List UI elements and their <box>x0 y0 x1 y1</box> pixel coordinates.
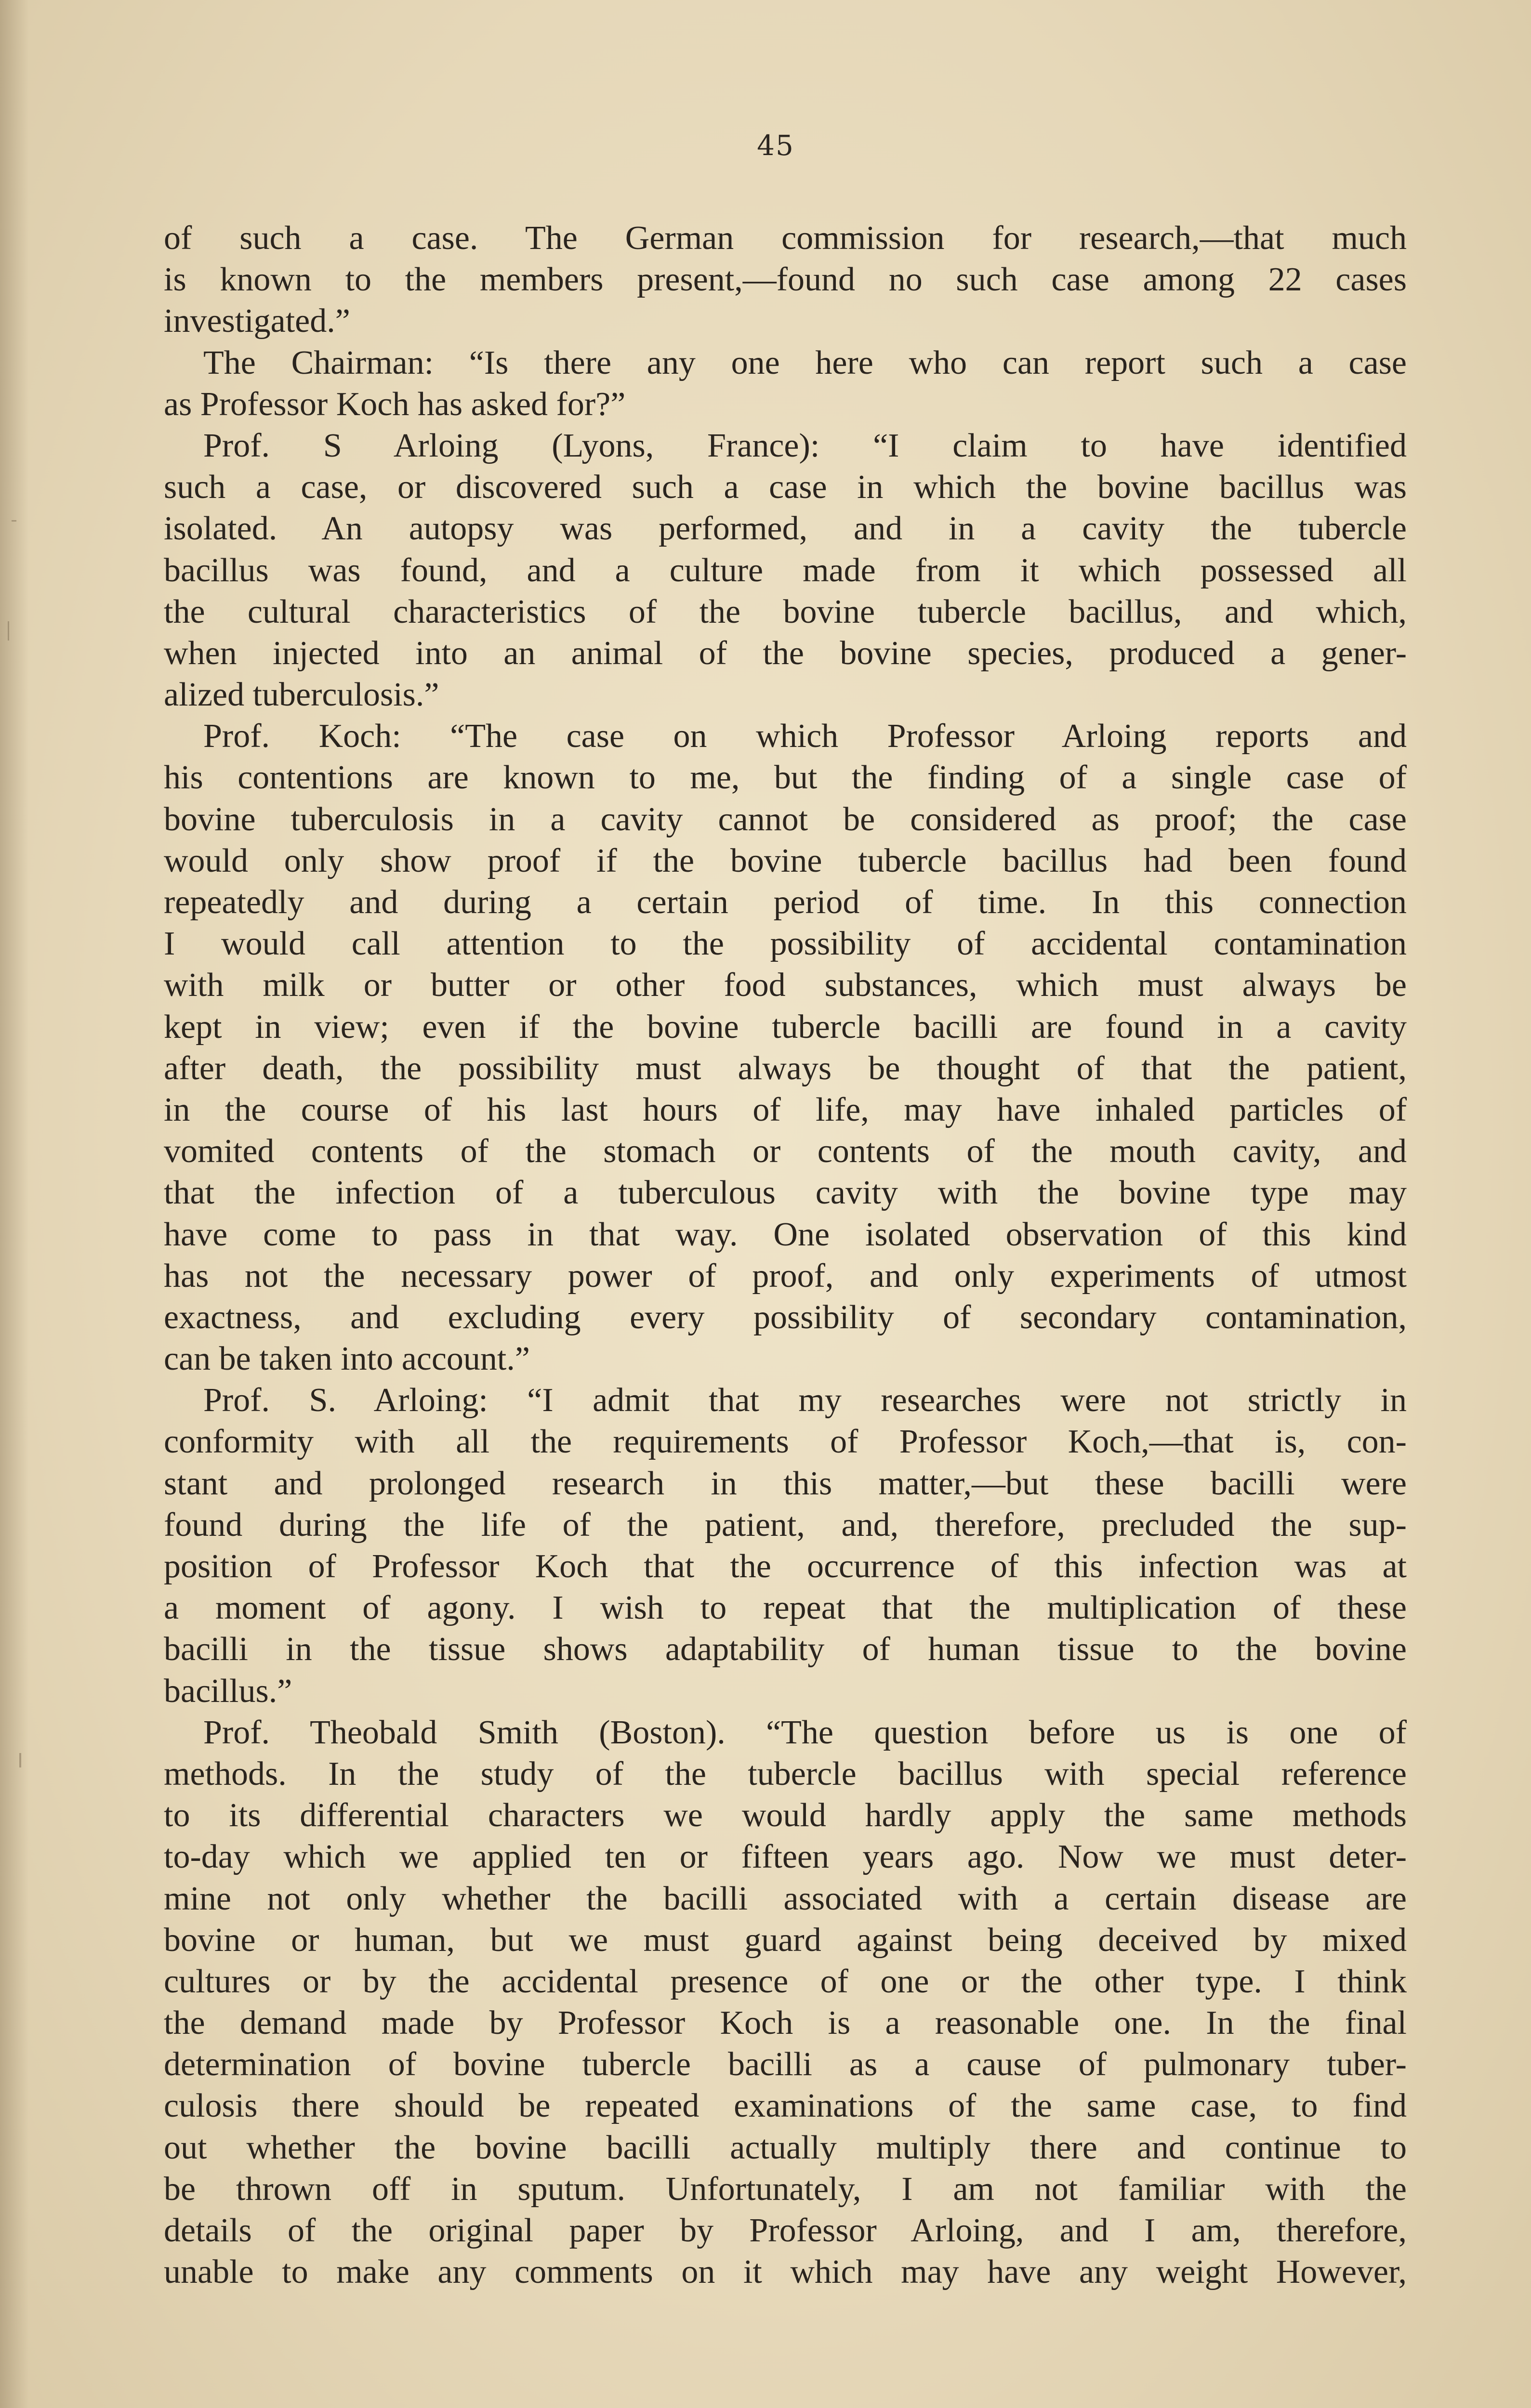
text-line: bovine or human, but we must guard against being deceived by mixed <box>164 1921 1407 1959</box>
text-line: Prof. Koch: “The case on which Professor Arloing reports and <box>203 718 1407 755</box>
text-line: is known to the members present,—found no such case among 22 cases <box>164 261 1407 299</box>
text-line: bacilli in the tissue shows adaptability of human tissue to the bovine <box>164 1631 1407 1668</box>
text-line: to its differential characters we would hardly apply the same methods <box>164 1797 1407 1834</box>
text-line: methods. In the study of the tubercle bacillus with special reference <box>164 1755 1407 1793</box>
text-line: stant and prolonged research in this matter,—but these bacilli were <box>164 1465 1407 1502</box>
text-line: cultures or by the accidental presence of one or the other type. I think <box>164 1963 1407 2000</box>
text-line: have come to pass in that way. One isolated observation of this kind <box>164 1216 1407 1253</box>
text-line: of such a case. The German commission for research,—that much <box>164 220 1407 257</box>
text-line: unable to make any comments on it which may have any weight However, <box>164 2253 1407 2291</box>
text-line: investigated.” <box>164 302 350 340</box>
text-line: bacillus.” <box>164 1672 292 1710</box>
text-line: vomited contents of the stomach or contents of the mouth cavity, and <box>164 1133 1407 1170</box>
text-line: The Chairman: “Is there any one here who can report such a case <box>203 344 1407 381</box>
margin-mark <box>12 520 16 522</box>
page-number: 45 <box>757 129 794 162</box>
text-line: repeatedly and during a certain period of time. In this connection <box>164 884 1407 921</box>
text-line: out whether the bovine bacilli actually multiply there and continue to <box>164 2129 1407 2166</box>
text-line: would only show proof if the bovine tubercle bacillus had been found <box>164 842 1407 879</box>
binding-shadow <box>0 0 29 2408</box>
text-line: after death, the possibility must always be thought of that the patient, <box>164 1049 1407 1087</box>
text-line: bacillus was found, and a culture made from it which possessed all <box>164 551 1407 589</box>
text-line: a moment of agony. I wish to repeat that the multiplication of these <box>164 1589 1407 1627</box>
text-line: the cultural characteristics of the bovine tubercle bacillus, and which, <box>164 593 1407 630</box>
text-line: has not the necessary power of proof, and only experiments of utmost <box>164 1257 1407 1295</box>
text-line: mine not only whether the bacilli associated with a certain disease are <box>164 1880 1407 1917</box>
margin-mark <box>19 1753 21 1767</box>
text-line: Prof. Theobald Smith (Boston). “The question before us is one of <box>203 1714 1407 1751</box>
text-line: with milk or butter or other food substances, which must always be <box>164 967 1407 1004</box>
text-line: exactness, and excluding every possibility of secondary contamination, <box>164 1298 1407 1336</box>
text-line: such a case, or discovered such a case in which the bovine bacillus was <box>164 469 1407 506</box>
text-line: can be taken into account.” <box>164 1340 530 1378</box>
text-line: bovine tuberculosis in a cavity cannot be considered as proof; the case <box>164 800 1407 838</box>
text-line: I would call attention to the possibility of accidental contamination <box>164 925 1407 963</box>
text-line: be thrown off in sputum. Unfortunately, I am not familiar with the <box>164 2170 1407 2208</box>
text-line: culosis there should be repeated examinations of the same case, to find <box>164 2087 1407 2125</box>
text-line: that the infection of a tuberculous cavity with the bovine type may <box>164 1174 1407 1212</box>
text-line: the demand made by Professor Koch is a reasonable one. In the final <box>164 2004 1407 2042</box>
text-line: Prof. S. Arloing: “I admit that my researches were not strictly in <box>203 1382 1407 1419</box>
text-line: conformity with all the requirements of Professor Koch,—that is, con- <box>164 1423 1407 1461</box>
text-line: details of the original paper by Professor Arloing, and I am, therefore, <box>164 2212 1407 2249</box>
margin-mark <box>8 621 9 641</box>
text-line: found during the life of the patient, and, therefore, precluded the sup- <box>164 1506 1407 1544</box>
text-line: alized tuberculosis.” <box>164 676 439 714</box>
text-line: as Professor Koch has asked for?” <box>164 385 626 423</box>
text-line: in the course of his last hours of life, may have inhaled particles of <box>164 1091 1407 1128</box>
text-line: determination of bovine tubercle bacilli as a cause of pulmonary tuber- <box>164 2046 1407 2083</box>
text-line: position of Professor Koch that the occurrence of this infection was at <box>164 1548 1407 1585</box>
text-line: Prof. S Arloing (Lyons, France): “I claim to have identified <box>203 427 1407 464</box>
text-line: isolated. An autopsy was performed, and in a cavity the tubercle <box>164 510 1407 548</box>
text-line: when injected into an animal of the bovine species, produced a gener- <box>164 634 1407 672</box>
text-line: to-day which we applied ten or fifteen years ago. Now we must deter- <box>164 1838 1407 1876</box>
text-line: kept in view; even if the bovine tubercle bacilli are found in a cavity <box>164 1008 1407 1046</box>
text-line: his contentions are known to me, but the finding of a single case of <box>164 759 1407 797</box>
body-text <box>164 218 1407 2293</box>
